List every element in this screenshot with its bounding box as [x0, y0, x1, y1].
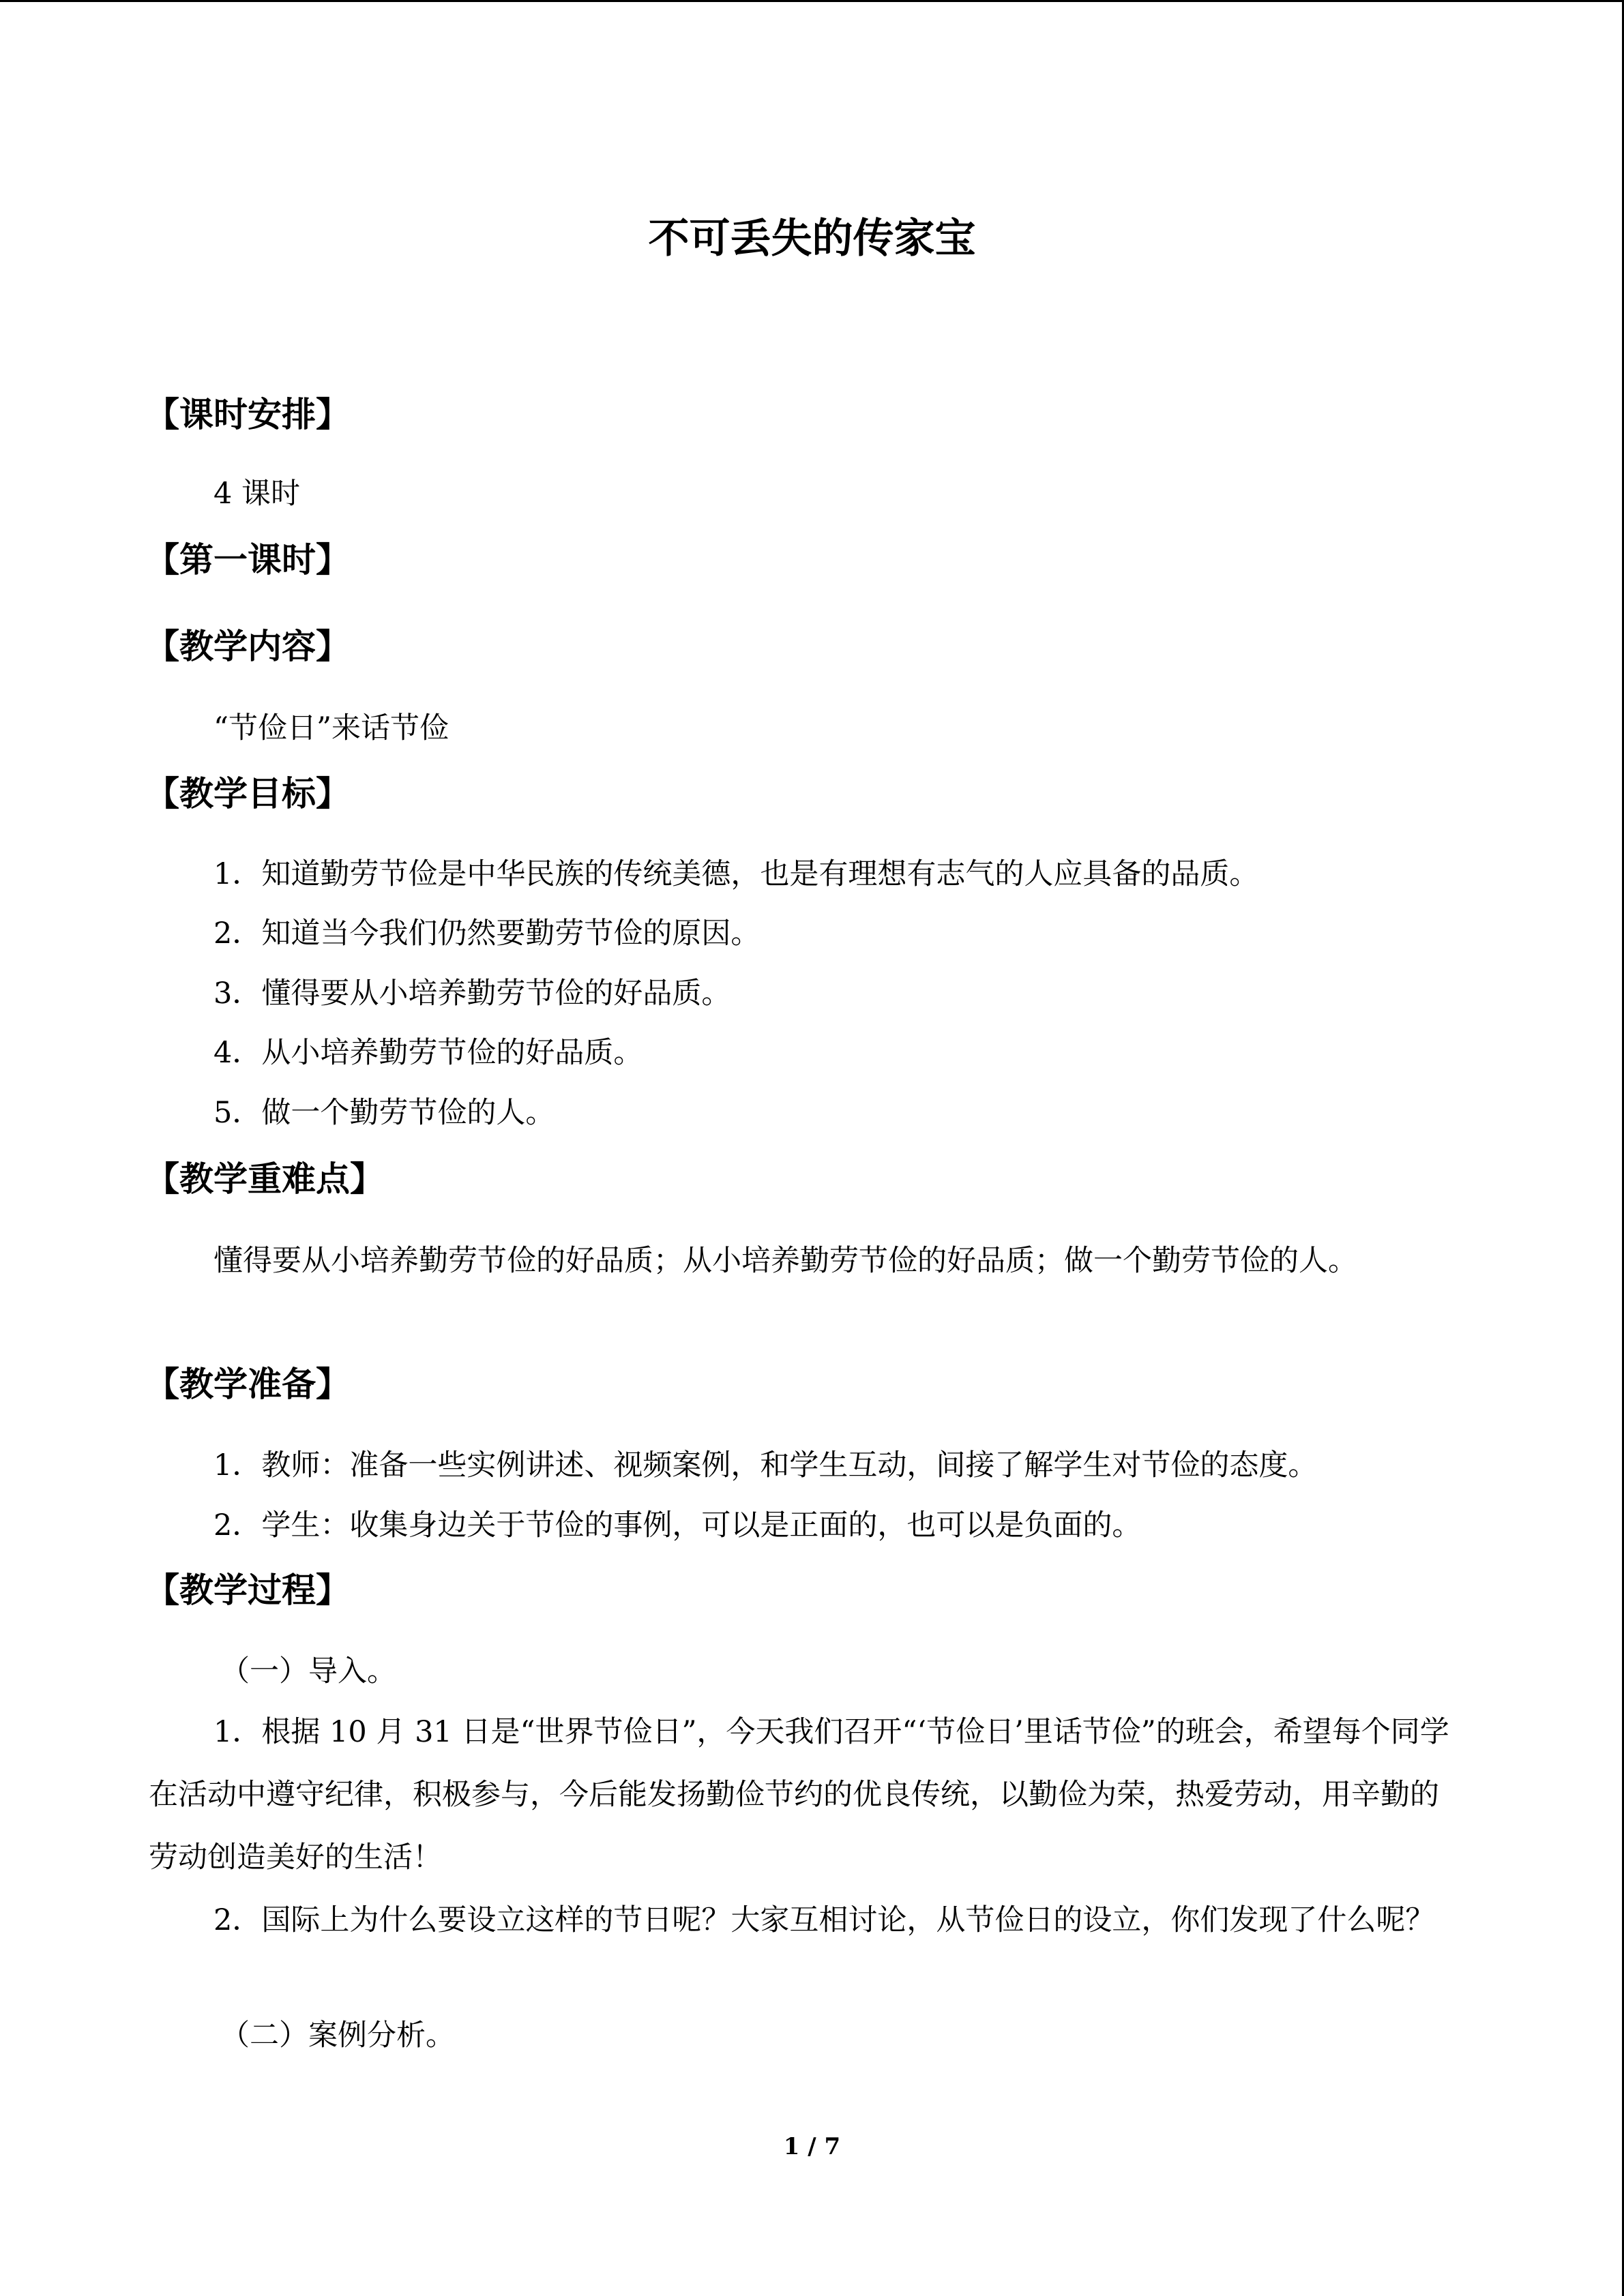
key-points-text: 懂得要从小培养勤劳节俭的好品质；从小培养勤劳节俭的好品质；做一个勤劳节俭的人。 [213, 1244, 1357, 1278]
preparation-item: 1．教师：准备一些实例讲述、视频案例，和学生互动，间接了解学生对节俭的态度。 [213, 1448, 1318, 1482]
heading-schedule: 【课时安排】 [145, 395, 350, 434]
goal-item: 4．从小培养勤劳节俭的好品质。 [213, 1036, 643, 1070]
goal-item: 1．知道勤劳节俭是中华民族的传统美德，也是有理想有志气的人应具备的品质。 [213, 857, 1259, 891]
process-step-intro: （一）导入。 [220, 1654, 396, 1688]
heading-lesson1: 【第一课时】 [145, 540, 350, 580]
heading-content: 【教学内容】 [145, 627, 350, 666]
goal-item: 2．知道当今我们仍然要勤劳节俭的原因。 [213, 916, 761, 951]
page-border-top [0, 0, 1624, 2]
goal-item: 3．懂得要从小培养勤劳节俭的好品质。 [213, 976, 731, 1011]
heading-goals: 【教学目标】 [145, 774, 350, 814]
process-step-case: （二）案例分析。 [220, 2018, 455, 2053]
process-paragraph: 1．根据 10 月 31 日是“世界节俭日”，今天我们召开“‘节俭日’里话节俭”的班会，希望每个同学在活动中遵守纪律，积极参与，今后能发扬勤俭节约的优良传统，以勤俭为荣，热爱劳动，用辛勤的劳动创造美好的生活！ [149, 1715, 1449, 1875]
heading-preparation: 【教学准备】 [145, 1365, 350, 1404]
document-title: 不可丢失的传家宝 [648, 215, 976, 263]
process-paragraph: 2．国际上为什么要设立这样的节日呢？大家互相讨论，从节俭日的设立，你们发现了什么呢？ [213, 1903, 1435, 1937]
page-number: 1 / 7 [783, 2133, 841, 2160]
preparation-item: 2．学生：收集身边关于节俭的事例，可以是正面的，也可以是负面的。 [213, 1508, 1142, 1542]
goal-item: 5．做一个勤劳节俭的人。 [213, 1096, 555, 1130]
heading-process: 【教学过程】 [145, 1570, 350, 1610]
content-text: “节俭日”来话节俭 [213, 711, 449, 745]
schedule-text: 4 课时 [213, 477, 301, 511]
heading-key-points: 【教学重难点】 [145, 1159, 384, 1199]
